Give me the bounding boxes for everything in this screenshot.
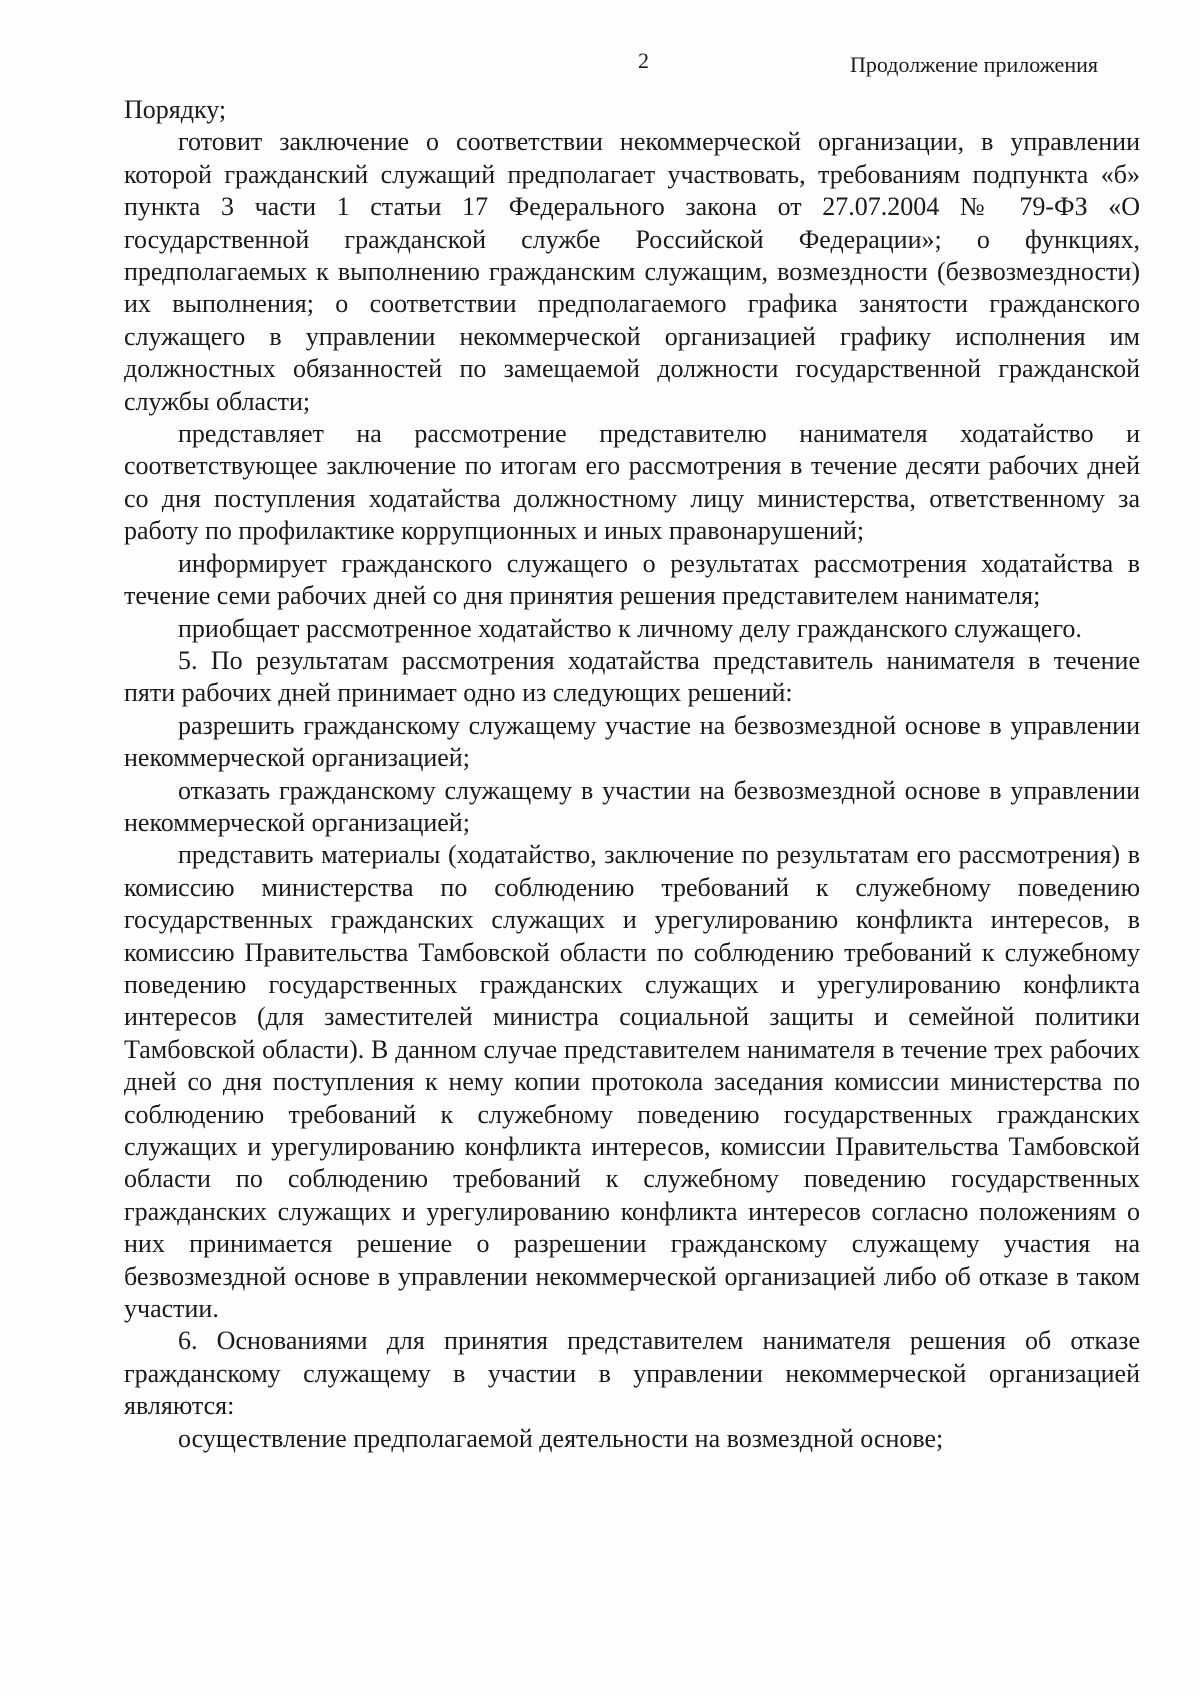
paragraph: представить материалы (ходатайство, заключение по результатам его рассмотрения) в комиссию министерства по соблюдению требований к служебному поведению государственных гражданских служащих и урегулированию конфликта интересов, в комиссию Правительства Тамбовской области по соблюдению требований к служебному поведению государственных гражданских служащих и урегулированию конфликта интересов (для заместителей министра социальной защиты и семейной политики Тамбовской области). В данном случае представителем нанимателя в течение трех рабочих дней со дня поступления к нему копии протокола заседания комиссии министерства по соблюдению требований к служебному поведению государственных гражданских служащих и урегулированию конфликта интересов, комиссии Правительства Тамбовской области по соблюдению требований к служебному поведению государственных гражданских служащих и урегулированию конфликта интересов согласно положениям о них принимается решение о разрешении гражданскому служащему участия на безвозмездной основе в управлении некоммерческой организацией либо об отказе в таком участии. [124, 840, 1140, 1324]
page-number: 2 [638, 48, 649, 73]
paragraph: 6. Основаниями для принятия представителем нанимателя решения об отказе гражданскому служащему в участии в управлении некоммерческой организацией являются: [124, 1326, 1140, 1421]
paragraph: готовит заключение о соответствии некоммерческой организации, в управлении которой гражданский служащий предполагает участвовать, требованиям подпункта «б» пункта 3 части 1 статьи 17 Федерального закона от 27.07.2004 № 79-ФЗ «О государственной гражданской службе Российской Федерации»; о функциях, предполагаемых к выполнению гражданским служащим, возмездности (безвозмездности) их выполнения; о соответствии предполагаемого графика занятости гражданского служащего в управлении некоммерческой организацией графику исполнения им должностных обязанностей по замещаемой должности государственной гражданской службы области; [124, 127, 1140, 416]
paragraph: информирует гражданского служащего о результатах рассмотрения ходатайства в течение семи рабочих дней со дня принятия решения представителем нанимателя; [124, 548, 1140, 611]
paragraph: представляет на рассмотрение представителю нанимателя ходатайство и соответствующее заключение по итогам его рассмотрения в течение десяти рабочих дней со дня поступления ходатайства должностному лицу министерства, ответственному за работу по профилактике коррупционных и иных правонарушений; [124, 419, 1140, 546]
paragraph: 5. По результатам рассмотрения ходатайства представитель нанимателя в течение пяти рабочих дней принимает одно из следующих решений: [124, 645, 1140, 708]
paragraph: Порядку; [124, 95, 227, 124]
paragraph: приобщает рассмотренное ходатайство к личному делу гражданского служащего. [178, 613, 1082, 643]
document-body [124, 94, 1140, 1455]
running-header: Продолжение приложения [850, 52, 1098, 77]
paragraph: разрешить гражданскому служащему участие на безвозмездной основе в управлении некоммерческой организацией; [124, 710, 1140, 773]
paragraph: осуществление предполагаемой деятельности на возмездной основе; [178, 1423, 944, 1453]
paragraph: отказать гражданскому служащему в участии на безвозмездной основе в управлении некоммерческой организацией; [124, 775, 1140, 837]
